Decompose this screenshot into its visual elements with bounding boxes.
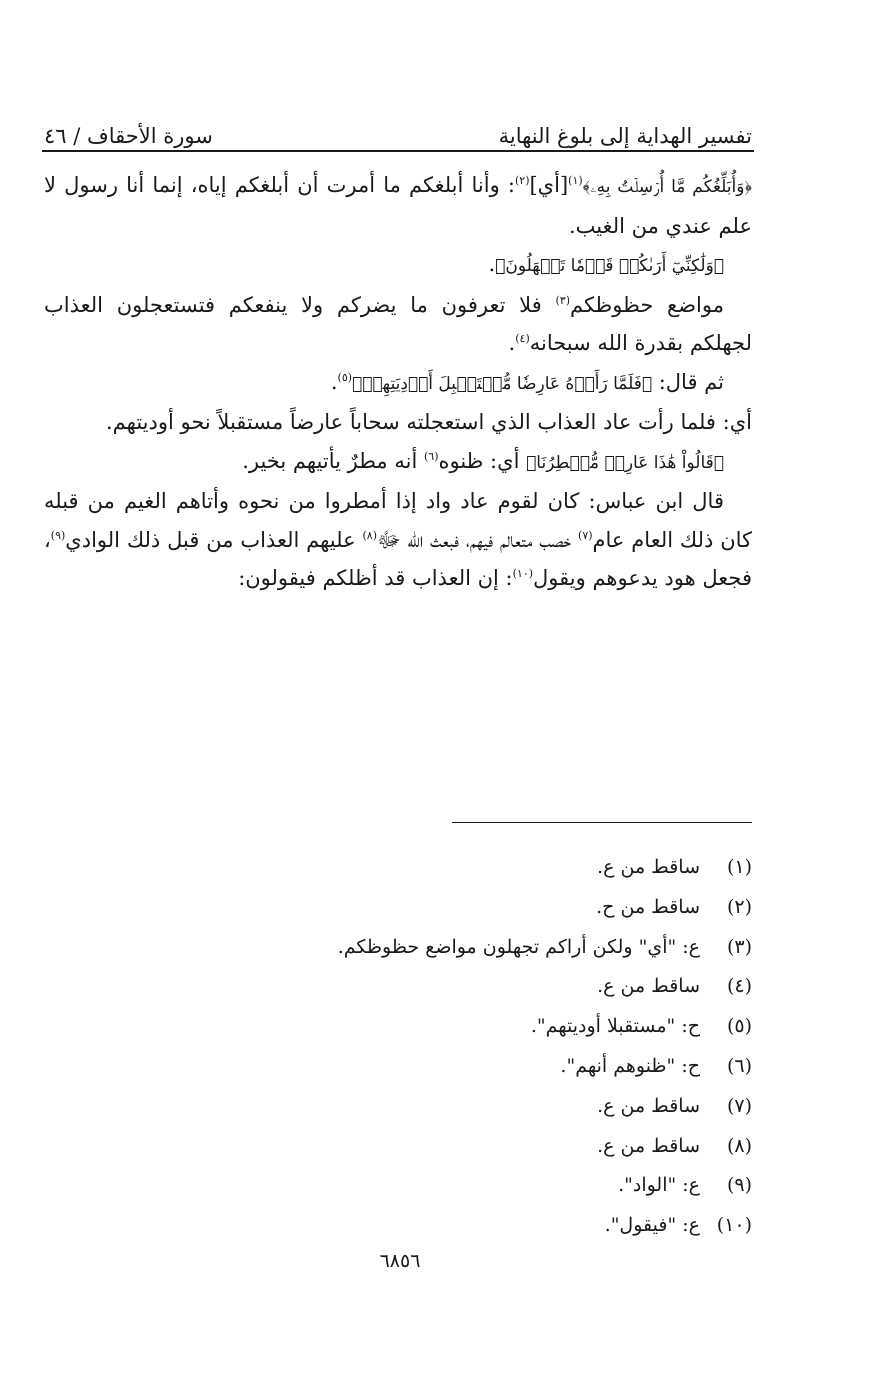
paragraph-text: .	[488, 252, 496, 276]
book-title: تفسير الهداية إلى بلوغ النهاية	[498, 124, 752, 148]
bracket-insert: [أي]	[529, 173, 569, 197]
footnote-text: ساقط من ع.	[597, 1094, 700, 1117]
footnote-ref: (٧)	[578, 528, 593, 542]
paragraph-text: أي: ظنوه	[438, 448, 527, 473]
footnote-text: ع: "الواد".	[618, 1174, 700, 1197]
paragraph-7	[44, 482, 752, 598]
main-text	[44, 166, 752, 598]
paragraph-4	[44, 363, 752, 404]
paragraph-5	[44, 403, 752, 442]
paragraph-6	[44, 442, 752, 483]
quran-verse: ﴿وَلَٰكِنِّيٓ أَرَىٰكُمۡ قَوۡمٗا تَجۡهَلُونَ﴾	[495, 256, 724, 276]
paragraph-text: أي: فلما رأت عاد العذاب الذي استعجلته سحاباً عارضاً مستقبلاً نحو أوديتهم.	[105, 410, 752, 434]
footnote-rule	[452, 822, 752, 823]
footnote-ref: (٦)	[423, 449, 439, 463]
footnote-ref: (٥)	[337, 370, 353, 384]
footnote-item	[44, 1166, 752, 1206]
footnote-item	[44, 928, 752, 968]
paragraph-text: .	[508, 331, 516, 355]
footnote-text: ع: "فيقول".	[604, 1214, 700, 1237]
paragraph-text: ، فجعل هود يدعوهم ويقول	[44, 527, 752, 590]
surah-page-label: سورة الأحقاف / ٤٦	[44, 124, 213, 148]
footnote-text: ساقط من ع.	[597, 975, 700, 998]
footnote-text: ساقط من ع.	[597, 856, 700, 878]
quran-verse: ﴿قَالُواْ هَٰذَا عَارِضٞ مُّمۡطِرُنَا﴾	[526, 452, 724, 473]
running-header	[44, 108, 752, 148]
paragraph-text: قال ابن عباس: كان لقوم عاد واد إذا أمطروا من نحوه وأتاهم الغيم من قبله كان ذلك العام عام	[44, 489, 753, 552]
paragraph-text: خصب متعالم فيهم، فبعث الله ﷻ	[376, 527, 579, 552]
header-rule	[42, 150, 754, 152]
footnote-ref: (٤)	[515, 332, 530, 345]
footnote-number: (٢)	[726, 895, 752, 918]
paragraph-text: ثم قال:	[652, 369, 724, 394]
footnote-ref: (٩)	[50, 528, 66, 542]
footnote-number: (١)	[726, 856, 752, 878]
footnote-ref: (٨)	[362, 528, 377, 542]
paragraph-text: عليهم العذاب من قبل ذلك الوادي	[65, 527, 363, 552]
footnote-text: ح: "مستقبلا أوديتهم".	[530, 1015, 700, 1038]
footnote-item	[44, 1047, 752, 1087]
paragraph-3	[44, 286, 752, 363]
footnotes-list	[44, 848, 752, 1246]
footnote-item	[44, 1127, 752, 1167]
footnote-number: (٧)	[726, 1094, 752, 1117]
footnote-text: ح: "ظنوهم أنهم".	[560, 1054, 700, 1077]
footnote-item	[44, 1007, 752, 1047]
footnote-number: (٩)	[726, 1174, 752, 1197]
paragraph-1	[44, 166, 752, 245]
footnote-item	[44, 848, 752, 888]
footnote-ref: (٣)	[555, 293, 570, 307]
footnote-item	[44, 1206, 752, 1246]
footnote-item	[44, 1087, 752, 1127]
paragraph-text: أنه مطرٌ يأتيهم بخير.	[242, 448, 424, 473]
paragraph-text: فلا تعرفون ما يضركم ولا ينفعكم فتستعجلون العذاب لجهلكم بقدرة الله سبحانه	[44, 292, 752, 355]
paragraph-2	[44, 245, 752, 286]
page-number: ٦٨٥٦	[379, 1250, 421, 1272]
quran-verse: ﴿فَلَمَّا رَأَوۡهُ عَارِضٗا مُّسۡتَقۡبِلَ أَوۡدِيَتِهِمۡ﴾	[352, 373, 653, 394]
footnote-number: (٥)	[726, 1015, 752, 1038]
footnote-number: (٣)	[726, 935, 752, 958]
paragraph-text: : إن العذاب قد أظلكم فيقولون:	[238, 566, 513, 590]
footnote-text: ساقط من ح.	[596, 895, 700, 918]
footnote-item	[44, 888, 752, 928]
footnote-ref: (٢)	[514, 174, 530, 187]
footnote-number: (٤)	[726, 975, 752, 998]
footnote-text: ساقط من ع.	[597, 1134, 700, 1157]
footnote-ref: (١)	[568, 174, 583, 187]
paragraph-text: .	[330, 369, 338, 394]
footnote-item	[44, 967, 752, 1007]
paragraph-text: مواضع حظوظكم	[569, 292, 724, 317]
paragraph-text: : وأنا أبلغكم ما أمرت أن أبلغكم إياه، إنما أنا رسول لا علم عندي من الغيب.	[44, 173, 752, 238]
footnote-number: (١٠)	[716, 1214, 752, 1237]
footnote-text: ع: "أي" ولكن أراكم تجهلون مواضع حظوظكم.	[337, 935, 700, 958]
footnote-ref: (١٠)	[512, 567, 534, 580]
footnote-number: (٦)	[726, 1054, 752, 1077]
footnote-number: (٨)	[726, 1134, 752, 1157]
quran-verse: ﴿وَأُبَلِّغُكُم مَّا أُرۡسِلۡتُ بِهِۦ﴾	[582, 177, 752, 197]
